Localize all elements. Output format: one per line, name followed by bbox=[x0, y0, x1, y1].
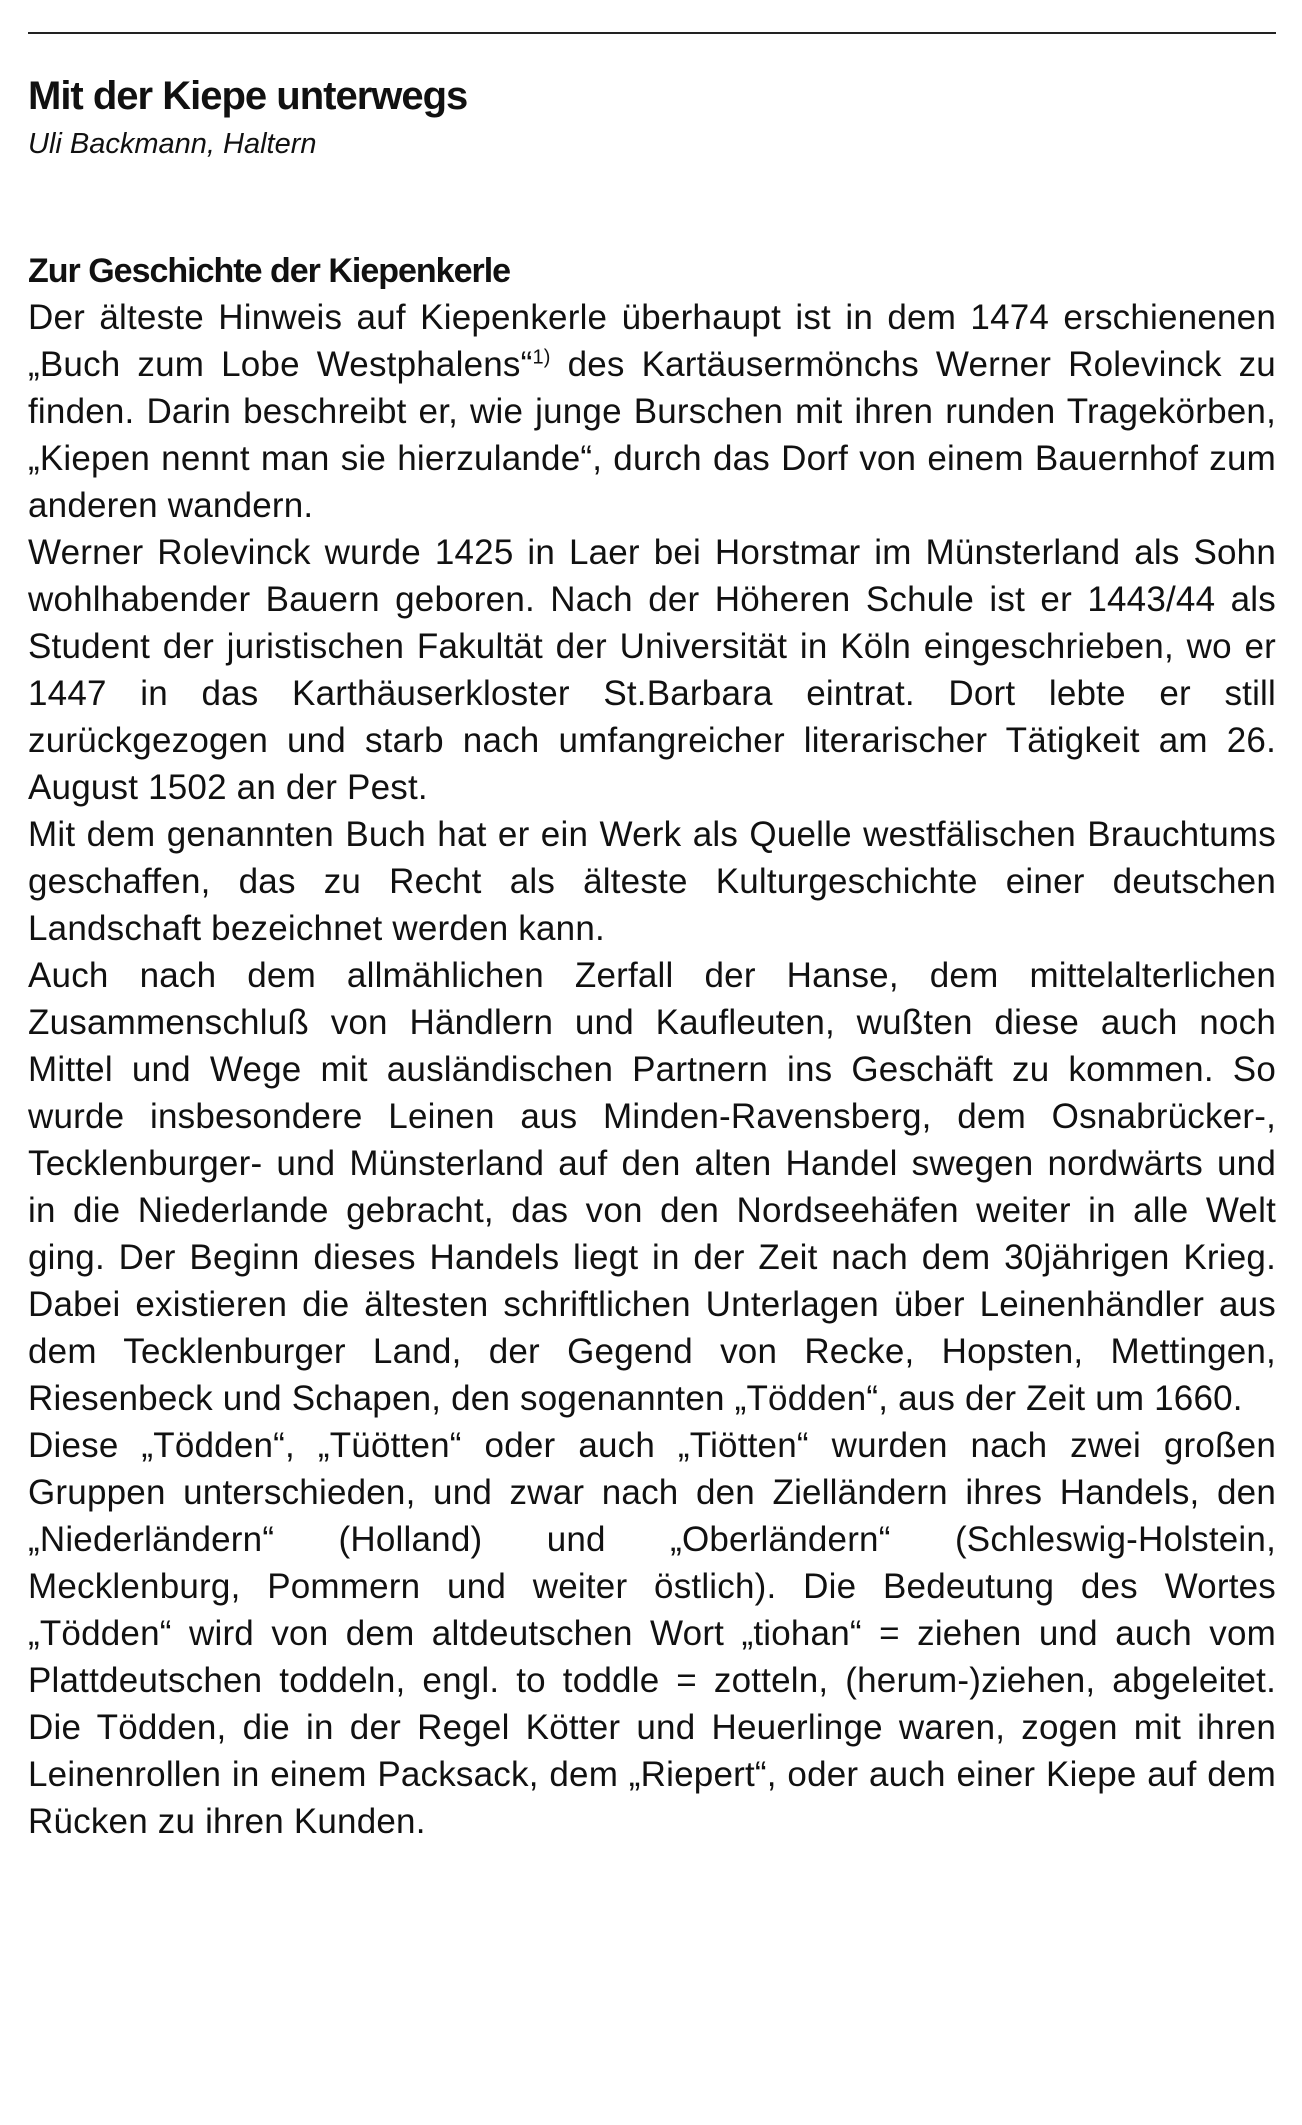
paragraph-1 bbox=[28, 294, 1276, 529]
paragraph-1-text-before: Der älteste Hinweis auf Kiepenkerle überhaupt ist in dem 1474 erschienenen „Buch zum Lobe Westphalens“ bbox=[28, 298, 1276, 384]
top-rule bbox=[28, 32, 1276, 34]
footnote-marker: 1) bbox=[532, 346, 551, 369]
paragraph-2: Werner Rolevinck wurde 1425 in Laer bei Horstmar im Münsterland als Sohn wohlhabender Bauern geboren. Nach der Höheren Schule ist er 1443/44 als Student der juristischen Fakultät der Universität in Köln eingeschrieben, wo er 1447 in das Karthäuserkloster St.Barbara eintrat. Dort lebte er still zurückgezogen und starb nach umfangreicher literarischer Tätigkeit am 26. August 1502 an der Pest. bbox=[28, 533, 1276, 807]
article bbox=[28, 72, 1276, 1845]
article-title: Mit der Kiepe unterwegs bbox=[28, 74, 468, 118]
paragraph-3: Mit dem genannten Buch hat er ein Werk als Quelle westfälischen Brauchtums geschaffen, das zu Recht als älteste Kulturgeschichte einer deutschen Landschaft bezeichnet werden kann. bbox=[28, 815, 1276, 948]
article-author: Uli Backmann, Haltern bbox=[28, 128, 317, 160]
paragraph-4: Auch nach dem allmählichen Zerfall der Hanse, dem mittelalterlichen Zusammenschluß von Händlern und Kaufleuten, wußten diese auch noch Mittel und Wege mit ausländischen Partnern ins Geschäft zu kommen. So wurde insbesondere Leinen aus Minden-Ravensberg, dem Osnabrücker-, Tecklenburger- und Münsterland auf den alten Handel swegen nordwärts und in die Niederlande gebracht, das von den Nordseehäfen weiter in alle Welt ging. Der Beginn dieses Handels liegt in der Zeit nach dem 30jährigen Krieg. Dabei existieren die ältesten schriftlichen Unterlagen über Leinenhändler aus dem Tecklenburger Land, der Gegend von Recke, Hopsten, Mettingen, Riesenbeck und Schapen, den sogenannten „Tödden“, aus der Zeit um 1660. bbox=[28, 956, 1276, 1418]
paragraph-5: Diese „Tödden“, „Tüötten“ oder auch „Tiötten“ wurden nach zwei großen Gruppen unterschieden, und zwar nach den Zielländern ihres Handels, den „Niederländern“ (Holland) und „Oberländern“ (Schleswig-Holstein, Mecklenburg, Pommern und weiter östlich). Die Bedeutung des Wortes „Tödden“ wird von dem altdeutschen Wort „tiohan“ = ziehen und auch vom Plattdeutschen toddeln, engl. to toddle = zotteln, (herum-)ziehen, abgeleitet. Die Tödden, die in der Regel Kötter und Heuerlinge waren, zogen mit ihren Leinenrollen in einem Packsack, dem „Riepert“, oder auch einer Kiepe auf dem Rücken zu ihren Kunden. bbox=[28, 1426, 1276, 1841]
section-heading: Zur Geschichte der Kiepenkerle bbox=[28, 252, 511, 290]
paragraph-1-text-after: des Kartäusermönchs Werner Rolevinck zu finden. Darin beschreibt er, wie junge Burschen mit ihren runden Tragekörben, „Kiepen nennt man sie hierzulande“, durch das Dorf von einem Bauernhof zum anderen wandern. bbox=[28, 345, 1276, 525]
